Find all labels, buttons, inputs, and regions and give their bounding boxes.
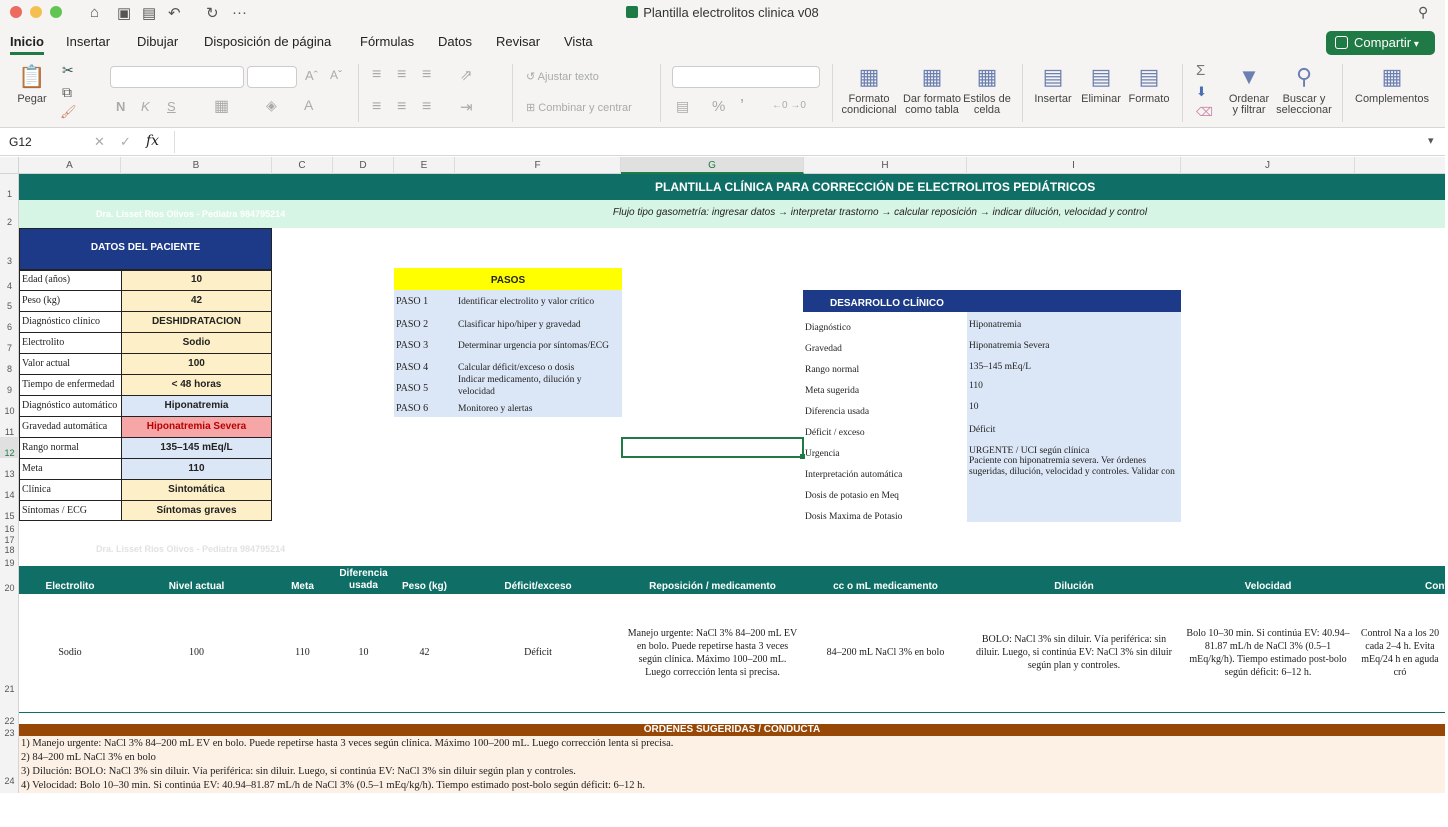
name-box-value: G12: [9, 135, 32, 149]
paste-button[interactable]: [10, 64, 54, 105]
align-icon[interactable]: ≡: [372, 98, 382, 115]
table-data-cell[interactable]: 110: [295, 647, 310, 658]
redo-icon[interactable]: ↻: [206, 5, 219, 22]
currency-icon[interactable]: ▤: [676, 98, 690, 114]
row-header[interactable]: 12: [0, 437, 19, 458]
row-header[interactable]: 2: [6, 217, 12, 227]
step-text[interactable]: Determinar urgencia por síntomas/ECG: [458, 341, 609, 351]
ribbon-separator: [660, 64, 661, 122]
dev-value[interactable]: Hiponatremia Severa: [969, 341, 1050, 351]
row-header[interactable]: 5: [6, 301, 12, 311]
patient-label[interactable]: Electrolito: [19, 332, 121, 353]
patient-value[interactable]: DESHIDRATACION: [121, 311, 272, 332]
row-header[interactable]: 20: [4, 583, 15, 593]
merge-icon: ⊞: [526, 102, 539, 114]
share-icon: [1335, 36, 1348, 49]
increase-font-icon[interactable]: Aˆ: [305, 68, 318, 83]
dev-label[interactable]: Gravedad: [805, 344, 842, 354]
italic-button[interactable]: K: [141, 99, 150, 114]
step-number[interactable]: PASO 4: [396, 362, 429, 373]
tab-datos[interactable]: Datos: [438, 34, 472, 49]
font-color-icon[interactable]: A: [304, 97, 314, 113]
table-header-cell[interactable]: Peso (kg): [401, 581, 447, 592]
clear-icon[interactable]: ⌫: [1196, 105, 1213, 119]
find-select-button[interactable]: [1274, 64, 1334, 116]
sort-filter-button-label: Ordenar y filtrar: [1228, 93, 1270, 116]
dev-value[interactable]: URGENTE / UCI según clínica: [969, 446, 1090, 456]
undo-icon[interactable]: ↶: [168, 5, 181, 22]
row-header[interactable]: 1: [6, 189, 12, 199]
column-header[interactable]: J: [1181, 157, 1355, 174]
orders-header[interactable]: ÓRDENES SUGERIDAS / CONDUCTA: [19, 724, 1445, 736]
insert-function-button[interactable]: fx: [146, 133, 160, 149]
patient-label[interactable]: Meta: [19, 458, 121, 479]
save-as-icon[interactable]: ▤: [142, 5, 157, 22]
ribbon-separator: [1022, 64, 1023, 122]
table-data-cell[interactable]: 10: [358, 647, 369, 658]
conditional-format-button[interactable]: [838, 64, 900, 116]
find-select-icon: ⚲: [1295, 64, 1313, 89]
table-header-cell[interactable]: Meta: [291, 581, 314, 592]
wrap-text-button[interactable]: [526, 70, 599, 83]
table-header-cell[interactable]: Déficit/exceso: [504, 581, 572, 592]
save-icon[interactable]: ▣: [117, 5, 132, 22]
excel-file-icon: [626, 6, 638, 18]
cell-styles-button-label: Estilos de celda: [963, 93, 1011, 116]
author-watermark[interactable]: Dra. Lisset Rios Olivos - Pediatra 984795214: [96, 209, 286, 219]
font-name-select[interactable]: [110, 66, 244, 88]
row-header[interactable]: 24: [4, 776, 15, 786]
column-header[interactable]: I: [967, 157, 1181, 174]
row-header[interactable]: 3: [6, 256, 12, 266]
patient-value[interactable]: 110: [121, 458, 272, 479]
decimals-icon[interactable]: ←0 →0: [772, 100, 806, 111]
search-icon[interactable]: ⚲: [1418, 4, 1429, 20]
title-bar: [0, 0, 1445, 26]
step-number[interactable]: PASO 6: [396, 403, 429, 414]
table-header-cell[interactable]: Electrolito: [45, 581, 95, 592]
tab-dibujar[interactable]: Dibujar: [137, 34, 179, 49]
paste-button-label: Pegar: [17, 93, 47, 105]
delete-cells-button-label: Eliminar: [1081, 93, 1121, 105]
row-header[interactable]: 23: [4, 728, 15, 738]
patient-value[interactable]: 135–145 mEq/L: [121, 437, 272, 458]
tab-revisar[interactable]: Revisar: [496, 34, 541, 49]
dev-value[interactable]: 110: [969, 381, 983, 391]
table-data-cell[interactable]: Bolo 10–30 min. Si continúa EV: 40.94–81.87 mL/h de NaCl 3% (0.5–1 mEq/kg/h). Tiempo estimado post-bolo según déficit: 6–12 h.: [1186, 628, 1350, 678]
format-cells-button[interactable]: [1126, 64, 1172, 105]
table-data-cell[interactable]: BOLO: NaCl 3% sin diluir. Vía periférica: sin diluir. Luego, si continúa EV: NaCl 3% sin diluir según plan y controles.: [976, 634, 1172, 671]
table-header-cell[interactable]: Reposición / medicamento: [649, 581, 776, 592]
insert-cells-icon: ▤: [1042, 64, 1064, 89]
column-headers: [0, 157, 1445, 174]
table-data-cell[interactable]: Control Na a los 20 cada 2–4 h. Evita mEq/24 h en aguda cró: [1360, 628, 1440, 678]
confirm-icon[interactable]: ✓: [120, 134, 131, 149]
step-number[interactable]: PASO 3: [396, 340, 429, 351]
cancel-icon[interactable]: ✕: [94, 134, 105, 149]
table-header-cell[interactable]: Diferencia usada: [339, 568, 388, 591]
table-header-cell[interactable]: cc o mL medicamento: [833, 581, 938, 592]
delete-cells-button[interactable]: [1078, 64, 1124, 105]
step-text[interactable]: Identificar electrolito y valor crítico: [458, 297, 595, 307]
window-title-text: Plantilla electrolitos clinica v08: [643, 5, 819, 20]
format-as-table-button-label: Dar formato como tabla: [902, 93, 962, 116]
dev-value[interactable]: 10: [969, 402, 979, 412]
name-box[interactable]: [4, 131, 82, 153]
tab-vista[interactable]: Vista: [564, 34, 593, 49]
format-painter-icon[interactable]: 🖌: [60, 104, 77, 119]
ribbon-separator: [1342, 64, 1343, 122]
align-icon[interactable]: ≡: [422, 98, 432, 115]
number-format-select[interactable]: [672, 66, 820, 88]
step-number[interactable]: PASO 2: [396, 319, 429, 330]
align-icon[interactable]: ≡: [397, 66, 407, 83]
table-header-cell[interactable]: Dilución: [1054, 581, 1094, 592]
column-header[interactable]: D: [333, 157, 394, 174]
addins-button[interactable]: [1352, 64, 1432, 105]
tab-insertar[interactable]: Insertar: [66, 34, 111, 49]
row-header[interactable]: 15: [4, 511, 15, 521]
step-text[interactable]: Indicar medicamento, dilución y velocidad: [458, 375, 582, 397]
table-data-cell[interactable]: 84–200 mL NaCl 3% en bolo: [826, 647, 945, 658]
dev-label[interactable]: Meta sugerida: [805, 386, 860, 396]
ribbon-separator: [358, 64, 359, 122]
window-title: [0, 5, 1445, 20]
dev-label[interactable]: Déficit / exceso: [805, 428, 865, 438]
column-header[interactable]: C: [272, 157, 333, 174]
dev-label[interactable]: Dosis Maxima de Potasio: [805, 512, 903, 522]
row-header[interactable]: 13: [4, 469, 15, 479]
underline-button[interactable]: S: [167, 99, 176, 114]
share-button[interactable]: [1326, 31, 1435, 55]
patient-value[interactable]: 100: [121, 353, 272, 374]
tab-frmulas[interactable]: Fórmulas: [360, 34, 415, 49]
order-line[interactable]: 2) 84–200 mL NaCl 3% en bolo: [21, 752, 156, 763]
align-icon[interactable]: ≡: [422, 66, 432, 83]
table-data-cell[interactable]: Déficit: [524, 647, 552, 658]
dev-label[interactable]: Interpretación automática: [805, 470, 903, 480]
dev-header[interactable]: DESARROLLO CLÍNICO: [803, 290, 1181, 312]
patient-label[interactable]: Rango normal: [19, 437, 121, 458]
row-header[interactable]: 11: [4, 427, 15, 437]
select-all-corner[interactable]: [0, 157, 19, 174]
dev-value[interactable]: Déficit: [969, 425, 996, 435]
patient-label[interactable]: Valor actual: [19, 353, 121, 374]
step-text[interactable]: Calcular déficit/exceso o dosis: [458, 363, 575, 373]
dev-label[interactable]: Diagnóstico: [805, 323, 851, 333]
format-cells-button-label: Formato: [1128, 93, 1170, 105]
row-header[interactable]: 9: [6, 385, 12, 395]
more-icon[interactable]: ···: [232, 4, 247, 21]
cell-styles-button[interactable]: [962, 64, 1012, 116]
tab-inicio[interactable]: Inicio: [10, 34, 44, 55]
dev-label[interactable]: Urgencia: [805, 449, 840, 459]
share-label: Compartir: [1354, 35, 1412, 50]
wrap-text-label: Ajustar texto: [537, 71, 599, 83]
patient-value[interactable]: Sintomática: [121, 479, 272, 500]
conditional-format-button-label: Formato condicional: [841, 93, 897, 116]
ribbon-separator: [1182, 64, 1183, 122]
paste-icon: 📋: [18, 64, 46, 89]
column-header[interactable]: F: [455, 157, 621, 174]
copy-icon[interactable]: ⧉: [62, 84, 72, 100]
order-line[interactable]: 3) Dilución: BOLO: NaCl 3% sin diluir. Vía periférica: sin diluir. Luego, si continúa EV: NaCl 3% sin diluir según plan y controles.: [21, 766, 576, 777]
format-as-table-button[interactable]: [900, 64, 964, 116]
patient-label[interactable]: Peso (kg): [19, 290, 121, 311]
row-header[interactable]: 21: [4, 684, 15, 694]
addins-button-label: Complementos: [1355, 93, 1429, 105]
table-header-cell[interactable]: Cont: [1425, 581, 1448, 592]
dev-label[interactable]: Dosis de potasio en Meq: [805, 491, 899, 501]
delete-cells-icon: ▤: [1090, 64, 1112, 89]
dev-value[interactable]: 135–145 mEq/L: [969, 362, 1032, 372]
font-size-select[interactable]: [247, 66, 297, 88]
borders-icon[interactable]: ▦: [214, 98, 230, 115]
home-icon[interactable]: ⌂: [90, 4, 100, 21]
comma-icon[interactable]: ’: [740, 96, 744, 116]
patient-value[interactable]: 42: [121, 290, 272, 311]
step-text[interactable]: Monitoreo y alertas: [458, 404, 533, 414]
patient-value[interactable]: Síntomas graves: [121, 500, 272, 521]
table-data-cell[interactable]: 42: [419, 647, 430, 658]
column-header[interactable]: G: [621, 157, 804, 174]
flow-description[interactable]: Flujo tipo gasometría: ingresar datos → interpretar trastorno → calcular reposición → indicar dilución, velocidad y control: [612, 207, 1148, 218]
author-watermark[interactable]: Dra. Lisset Rios Olivos - Pediatra 984795214: [96, 544, 286, 554]
patient-label[interactable]: Gravedad automática: [19, 416, 121, 437]
percent-icon[interactable]: %: [712, 98, 726, 115]
order-line[interactable]: 4) Velocidad: Bolo 10–30 min. Si continúa EV: 40.94–81.87 mL/h de NaCl 3% (0.5–1 mEq/kg/h). Tiempo estimado post-bolo según déficit: 6–12 h.: [21, 780, 646, 791]
order-line[interactable]: 1) Manejo urgente: NaCl 3% 84–200 mL EV en bolo. Puede repetirse hasta 3 veces según clínica. Máximo 100–200 mL. Luego corrección lenta si precisa.: [21, 738, 674, 749]
table-data-cell[interactable]: Sodio: [58, 647, 82, 658]
find-select-button-label: Buscar y seleccionar: [1276, 93, 1332, 116]
wrap-text-icon: ↺: [526, 71, 538, 83]
step-number[interactable]: PASO 1: [396, 296, 429, 307]
patient-value[interactable]: Sodio: [121, 332, 272, 353]
row-header[interactable]: 17: [4, 535, 15, 545]
patient-label[interactable]: Edad (años): [19, 270, 121, 290]
ribbon-separator: [512, 64, 513, 122]
conditional-format-icon: ▦: [858, 64, 880, 89]
ribbon-tabs: [0, 26, 1445, 58]
patient-label[interactable]: Síntomas / ECG: [19, 500, 121, 521]
patient-value[interactable]: Hiponatremia: [121, 395, 272, 416]
patient-value[interactable]: 10: [121, 270, 272, 290]
dev-label[interactable]: Diferencia usada: [805, 407, 870, 417]
insert-cells-button[interactable]: [1030, 64, 1076, 105]
format-cells-icon: ▤: [1138, 64, 1160, 89]
patient-header[interactable]: DATOS DEL PACIENTE: [19, 228, 272, 270]
chevron-down-icon: ▾: [1411, 39, 1419, 50]
row-header[interactable]: 19: [4, 558, 15, 568]
row-header[interactable]: 4: [6, 281, 12, 291]
selected-cell-g12[interactable]: [621, 437, 804, 458]
tab-disposicindepgina[interactable]: Disposición de página: [204, 34, 332, 49]
row-header[interactable]: 22: [4, 716, 15, 726]
table-header-cell[interactable]: Nivel actual: [168, 581, 225, 592]
autosum-icon[interactable]: Σ: [1196, 62, 1206, 79]
cut-icon[interactable]: ✂: [62, 62, 74, 78]
column-header[interactable]: A: [19, 157, 121, 174]
insert-cells-button-label: Insertar: [1034, 93, 1072, 105]
ribbon-separator: [832, 64, 833, 122]
merge-center-button[interactable]: [526, 101, 632, 114]
row-headers: [0, 174, 19, 793]
ribbon-toolbar: [0, 58, 1445, 128]
sheet-title[interactable]: PLANTILLA CLÍNICA PARA CORRECCIÓN DE ELECTROLITOS PEDIÁTRICOS: [19, 174, 1445, 200]
formula-input[interactable]: [174, 131, 1420, 153]
patient-label[interactable]: Tiempo de enfermedad: [19, 374, 121, 395]
patient-label[interactable]: Diagnóstico clínico: [19, 311, 121, 332]
column-header[interactable]: H: [804, 157, 967, 174]
column-header[interactable]: B: [121, 157, 272, 174]
addins-icon: ▦: [1381, 64, 1403, 89]
row-header[interactable]: 16: [4, 524, 15, 534]
expand-formula-icon[interactable]: ▾: [1428, 135, 1434, 147]
row-header[interactable]: 7: [6, 343, 12, 353]
cell-styles-icon: ▦: [976, 64, 998, 89]
decrease-font-icon[interactable]: Aˇ: [330, 68, 342, 82]
formula-bar: [0, 128, 1445, 156]
sort-filter-icon: ▼: [1238, 64, 1260, 89]
dev-value[interactable]: Paciente con hiponatremia severa. Ver órdenes sugeridas, dilución, velocidad y controles. Validar con: [969, 456, 1175, 477]
row-header[interactable]: 18: [4, 545, 15, 555]
steps-header[interactable]: PASOS: [394, 268, 622, 290]
column-header[interactable]: E: [394, 157, 455, 174]
table-data-cell[interactable]: 100: [189, 647, 204, 658]
fill-icon[interactable]: ⬇: [1196, 84, 1207, 99]
row-header[interactable]: 6: [6, 322, 12, 332]
patient-label[interactable]: Clínica: [19, 479, 121, 500]
row-header[interactable]: 10: [4, 406, 15, 416]
table-header-cell[interactable]: Velocidad: [1244, 581, 1292, 592]
patient-value[interactable]: < 48 horas: [121, 374, 272, 395]
align-icon[interactable]: ≡: [372, 66, 382, 83]
row-header[interactable]: 14: [4, 490, 15, 500]
patient-label[interactable]: Diagnóstico automático: [19, 395, 121, 416]
step-text[interactable]: Clasificar hipo/hiper y gravedad: [458, 320, 581, 330]
table-data-cell[interactable]: Manejo urgente: NaCl 3% 84–200 mL EV en bolo. Puede repetirse hasta 3 veces según clínica. Máximo 100–200 mL. Luego corrección lenta si precisa.: [627, 628, 798, 678]
row-header[interactable]: 8: [6, 364, 12, 374]
sort-filter-button[interactable]: [1226, 64, 1272, 116]
patient-value[interactable]: Hiponatremia Severa: [121, 416, 272, 437]
merge-center-label: Combinar y centrar: [538, 102, 632, 114]
step-number[interactable]: PASO 5: [396, 383, 429, 394]
orientation-icon[interactable]: ⇗: [460, 67, 473, 84]
dev-value[interactable]: Hiponatremia: [969, 320, 1022, 330]
format-as-table-icon: ▦: [921, 64, 943, 89]
align-icon[interactable]: ≡: [397, 98, 407, 115]
fill-color-icon[interactable]: ◈: [266, 97, 277, 113]
bold-button[interactable]: N: [116, 99, 126, 114]
indent-icon[interactable]: ⇥: [460, 99, 473, 116]
dev-label[interactable]: Rango normal: [805, 365, 860, 375]
